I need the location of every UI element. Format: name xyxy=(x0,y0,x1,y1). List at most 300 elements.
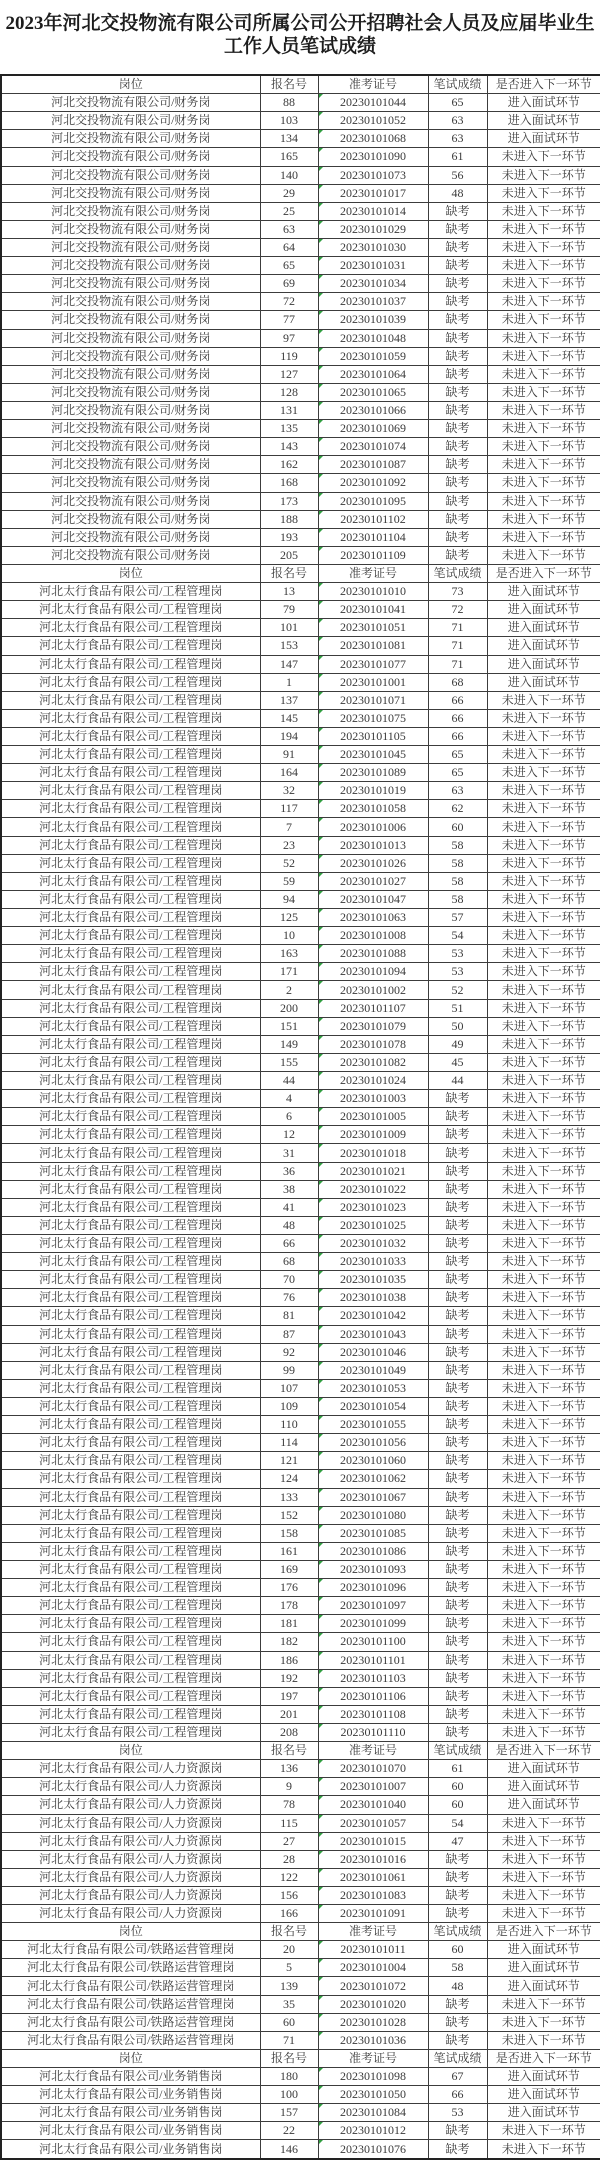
ticket-no-cell: 20230101058 xyxy=(318,800,428,818)
position-cell: 河北太行食品有限公司/工程管理岗 xyxy=(1,1470,260,1488)
reg-no-cell: 155 xyxy=(260,1053,318,1071)
reg-no-cell: 77 xyxy=(260,311,318,329)
result-cell: 未进入下一环节 xyxy=(487,1651,600,1669)
position-cell: 河北太行食品有限公司/业务销售岗 xyxy=(1,2104,260,2122)
table-row xyxy=(1,1325,600,1343)
score-cell: 66 xyxy=(428,709,487,727)
ticket-no-cell: 20230101019 xyxy=(318,782,428,800)
reg-no-cell: 181 xyxy=(260,1615,318,1633)
result-cell: 未进入下一环节 xyxy=(487,746,600,764)
score-cell: 缺考 xyxy=(428,347,487,365)
reg-no-cell: 4 xyxy=(260,1090,318,1108)
position-cell: 河北太行食品有限公司/工程管理岗 xyxy=(1,1180,260,1198)
reg-no-cell: 125 xyxy=(260,909,318,927)
table-row xyxy=(1,1216,600,1234)
result-cell: 进入面试环节 xyxy=(487,130,600,148)
score-cell: 缺考 xyxy=(428,474,487,492)
ticket-no-cell: 20230101021 xyxy=(318,1162,428,1180)
result-cell: 未进入下一环节 xyxy=(487,329,600,347)
score-cell: 缺考 xyxy=(428,1325,487,1343)
header-row xyxy=(1,1923,600,1941)
ticket-no-cell: 20230101095 xyxy=(318,492,428,510)
reg-no-cell: 152 xyxy=(260,1506,318,1524)
result-cell: 未进入下一环节 xyxy=(487,492,600,510)
reg-no-cell: 71 xyxy=(260,2031,318,2049)
result-cell: 未进入下一环节 xyxy=(487,1434,600,1452)
result-cell: 进入面试环节 xyxy=(487,2086,600,2104)
score-cell: 缺考 xyxy=(428,2013,487,2031)
score-cell: 缺考 xyxy=(428,257,487,275)
ticket-no-cell: 20230101067 xyxy=(318,1488,428,1506)
table-row xyxy=(1,1597,600,1615)
reg-no-cell: 180 xyxy=(260,2068,318,2086)
position-cell: 河北太行食品有限公司/业务销售岗 xyxy=(1,2140,260,2159)
score-cell: 缺考 xyxy=(428,311,487,329)
score-cell: 60 xyxy=(428,1778,487,1796)
column-header: 是否进入下一环节 xyxy=(487,564,600,582)
score-cell: 71 xyxy=(428,619,487,637)
reg-no-cell: 78 xyxy=(260,1796,318,1814)
ticket-no-cell: 20230101047 xyxy=(318,890,428,908)
score-cell: 缺考 xyxy=(428,1705,487,1723)
reg-no-cell: 119 xyxy=(260,347,318,365)
result-cell: 未进入下一环节 xyxy=(487,420,600,438)
result-cell: 未进入下一环节 xyxy=(487,1615,600,1633)
column-header: 报名号 xyxy=(260,2049,318,2067)
reg-no-cell: 44 xyxy=(260,1072,318,1090)
table-row xyxy=(1,1162,600,1180)
result-cell: 进入面试环节 xyxy=(487,673,600,691)
position-cell: 河北太行食品有限公司/工程管理岗 xyxy=(1,1651,260,1669)
ticket-no-cell: 20230101106 xyxy=(318,1687,428,1705)
reg-no-cell: 97 xyxy=(260,329,318,347)
position-cell: 河北太行食品有限公司/工程管理岗 xyxy=(1,1397,260,1415)
position-cell: 河北太行食品有限公司/人力资源岗 xyxy=(1,1832,260,1850)
reg-no-cell: 149 xyxy=(260,1035,318,1053)
result-cell: 未进入下一环节 xyxy=(487,800,600,818)
position-cell: 河北太行食品有限公司/人力资源岗 xyxy=(1,1796,260,1814)
ticket-no-cell: 20230101059 xyxy=(318,347,428,365)
ticket-no-cell: 20230101081 xyxy=(318,637,428,655)
table-row xyxy=(1,746,600,764)
result-cell: 未进入下一环节 xyxy=(487,528,600,546)
column-header: 准考证号 xyxy=(318,2049,428,2067)
result-cell: 未进入下一环节 xyxy=(487,148,600,166)
position-cell: 河北交投物流有限公司/财务岗 xyxy=(1,257,260,275)
table-row xyxy=(1,148,600,166)
reg-no-cell: 63 xyxy=(260,220,318,238)
column-header: 笔试成绩 xyxy=(428,564,487,582)
reg-no-cell: 133 xyxy=(260,1488,318,1506)
score-cell: 缺考 xyxy=(428,492,487,510)
table-row xyxy=(1,1090,600,1108)
reg-no-cell: 32 xyxy=(260,782,318,800)
score-cell: 65 xyxy=(428,746,487,764)
table-row xyxy=(1,365,600,383)
score-cell: 缺考 xyxy=(428,202,487,220)
result-cell: 进入面试环节 xyxy=(487,1796,600,1814)
score-cell: 缺考 xyxy=(428,1126,487,1144)
result-cell: 未进入下一环节 xyxy=(487,1597,600,1615)
reg-no-cell: 60 xyxy=(260,2013,318,2031)
position-cell: 河北太行食品有限公司/工程管理岗 xyxy=(1,854,260,872)
score-cell: 缺考 xyxy=(428,1615,487,1633)
position-cell: 河北交投物流有限公司/财务岗 xyxy=(1,112,260,130)
table-row xyxy=(1,1778,600,1796)
table-row xyxy=(1,94,600,112)
position-cell: 河北交投物流有限公司/财务岗 xyxy=(1,347,260,365)
reg-no-cell: 99 xyxy=(260,1361,318,1379)
position-cell: 河北太行食品有限公司/工程管理岗 xyxy=(1,1524,260,1542)
result-cell: 未进入下一环节 xyxy=(487,1470,600,1488)
ticket-no-cell: 20230101093 xyxy=(318,1560,428,1578)
table-row xyxy=(1,2086,600,2104)
table-row xyxy=(1,275,600,293)
position-cell: 河北太行食品有限公司/工程管理岗 xyxy=(1,1506,260,1524)
result-cell: 进入面试环节 xyxy=(487,2068,600,2086)
score-cell: 48 xyxy=(428,184,487,202)
reg-no-cell: 7 xyxy=(260,818,318,836)
position-cell: 河北太行食品有限公司/工程管理岗 xyxy=(1,1235,260,1253)
result-cell: 未进入下一环节 xyxy=(487,220,600,238)
position-cell: 河北太行食品有限公司/工程管理岗 xyxy=(1,1615,260,1633)
position-cell: 河北交投物流有限公司/财务岗 xyxy=(1,166,260,184)
header-row xyxy=(1,564,600,582)
ticket-no-cell: 20230101086 xyxy=(318,1542,428,1560)
score-cell: 缺考 xyxy=(428,1488,487,1506)
reg-no-cell: 35 xyxy=(260,1995,318,2013)
table-row xyxy=(1,1343,600,1361)
reg-no-cell: 103 xyxy=(260,112,318,130)
position-cell: 河北太行食品有限公司/工程管理岗 xyxy=(1,655,260,673)
score-cell: 缺考 xyxy=(428,1379,487,1397)
score-cell: 62 xyxy=(428,800,487,818)
reg-no-cell: 135 xyxy=(260,420,318,438)
position-cell: 河北交投物流有限公司/财务岗 xyxy=(1,528,260,546)
score-cell: 缺考 xyxy=(428,1506,487,1524)
page-title-line1: 2023年河北交投物流有限公司所属公司公开招聘社会人员及应届毕业生 xyxy=(5,13,595,34)
position-cell: 河北交投物流有限公司/财务岗 xyxy=(1,202,260,220)
position-cell: 河北太行食品有限公司/工程管理岗 xyxy=(1,1560,260,1578)
reg-no-cell: 101 xyxy=(260,619,318,637)
result-cell: 进入面试环节 xyxy=(487,619,600,637)
result-cell: 未进入下一环节 xyxy=(487,945,600,963)
result-cell: 未进入下一环节 xyxy=(487,1090,600,1108)
position-cell: 河北交投物流有限公司/财务岗 xyxy=(1,456,260,474)
ticket-no-cell: 20230101003 xyxy=(318,1090,428,1108)
reg-no-cell: 48 xyxy=(260,1216,318,1234)
score-cell: 缺考 xyxy=(428,1524,487,1542)
position-cell: 河北太行食品有限公司/工程管理岗 xyxy=(1,1687,260,1705)
reg-no-cell: 31 xyxy=(260,1144,318,1162)
result-cell: 未进入下一环节 xyxy=(487,1325,600,1343)
table-row xyxy=(1,1053,600,1071)
ticket-no-cell: 20230101075 xyxy=(318,709,428,727)
reg-no-cell: 139 xyxy=(260,1977,318,1995)
result-cell: 进入面试环节 xyxy=(487,655,600,673)
column-header: 准考证号 xyxy=(318,564,428,582)
position-cell: 河北太行食品有限公司/人力资源岗 xyxy=(1,1850,260,1868)
reg-no-cell: 156 xyxy=(260,1886,318,1904)
ticket-no-cell: 20230101110 xyxy=(318,1723,428,1741)
result-cell: 未进入下一环节 xyxy=(487,909,600,927)
score-cell: 58 xyxy=(428,890,487,908)
score-cell: 缺考 xyxy=(428,1905,487,1923)
column-header: 准考证号 xyxy=(318,1923,428,1941)
reg-no-cell: 122 xyxy=(260,1868,318,1886)
result-cell: 未进入下一环节 xyxy=(487,510,600,528)
table-row xyxy=(1,927,600,945)
score-cell: 45 xyxy=(428,1053,487,1071)
position-cell: 河北交投物流有限公司/财务岗 xyxy=(1,546,260,564)
result-cell: 未进入下一环节 xyxy=(487,1307,600,1325)
result-cell: 未进入下一环节 xyxy=(487,1072,600,1090)
ticket-no-cell: 20230101107 xyxy=(318,999,428,1017)
reg-no-cell: 186 xyxy=(260,1651,318,1669)
ticket-no-cell: 20230101094 xyxy=(318,963,428,981)
score-cell: 缺考 xyxy=(428,510,487,528)
reg-no-cell: 178 xyxy=(260,1597,318,1615)
score-cell: 缺考 xyxy=(428,238,487,256)
table-row xyxy=(1,1542,600,1560)
score-cell: 缺考 xyxy=(428,1307,487,1325)
reg-no-cell: 127 xyxy=(260,365,318,383)
result-cell: 进入面试环节 xyxy=(487,583,600,601)
table-row xyxy=(1,1814,600,1832)
score-cell: 缺考 xyxy=(428,2031,487,2049)
position-cell: 河北太行食品有限公司/工程管理岗 xyxy=(1,709,260,727)
reg-no-cell: 23 xyxy=(260,836,318,854)
reg-no-cell: 205 xyxy=(260,546,318,564)
table-row xyxy=(1,1108,600,1126)
result-cell: 未进入下一环节 xyxy=(487,365,600,383)
ticket-no-cell: 20230101069 xyxy=(318,420,428,438)
score-cell: 缺考 xyxy=(428,1850,487,1868)
result-cell: 未进入下一环节 xyxy=(487,1017,600,1035)
reg-no-cell: 188 xyxy=(260,510,318,528)
table-row xyxy=(1,1144,600,1162)
result-cell: 进入面试环节 xyxy=(487,637,600,655)
score-cell: 72 xyxy=(428,601,487,619)
table-row xyxy=(1,601,600,619)
score-cell: 缺考 xyxy=(428,329,487,347)
position-cell: 河北交投物流有限公司/财务岗 xyxy=(1,365,260,383)
reg-no-cell: 200 xyxy=(260,999,318,1017)
reg-no-cell: 143 xyxy=(260,438,318,456)
column-header: 笔试成绩 xyxy=(428,75,487,94)
ticket-no-cell: 20230101022 xyxy=(318,1180,428,1198)
reg-no-cell: 20 xyxy=(260,1941,318,1959)
ticket-no-cell: 20230101063 xyxy=(318,909,428,927)
column-header: 是否进入下一环节 xyxy=(487,1742,600,1760)
result-cell: 未进入下一环节 xyxy=(487,1162,600,1180)
position-cell: 河北太行食品有限公司/工程管理岗 xyxy=(1,1361,260,1379)
position-cell: 河北交投物流有限公司/财务岗 xyxy=(1,420,260,438)
position-cell: 河北太行食品有限公司/铁路运营管理岗 xyxy=(1,1941,260,1959)
reg-no-cell: 13 xyxy=(260,583,318,601)
score-cell: 56 xyxy=(428,166,487,184)
table-row xyxy=(1,1470,600,1488)
column-header: 报名号 xyxy=(260,75,318,94)
position-cell: 河北太行食品有限公司/工程管理岗 xyxy=(1,601,260,619)
result-cell: 未进入下一环节 xyxy=(487,1053,600,1071)
ticket-no-cell: 20230101031 xyxy=(318,257,428,275)
column-header: 岗位 xyxy=(1,1742,260,1760)
reg-no-cell: 134 xyxy=(260,130,318,148)
result-cell: 未进入下一环节 xyxy=(487,293,600,311)
ticket-no-cell: 20230101052 xyxy=(318,112,428,130)
table-row xyxy=(1,383,600,401)
position-cell: 河北太行食品有限公司/铁路运营管理岗 xyxy=(1,2013,260,2031)
table-row xyxy=(1,1832,600,1850)
position-cell: 河北太行食品有限公司/工程管理岗 xyxy=(1,1452,260,1470)
table-row xyxy=(1,619,600,637)
score-cell: 63 xyxy=(428,112,487,130)
ticket-no-cell: 20230101046 xyxy=(318,1343,428,1361)
reg-no-cell: 145 xyxy=(260,709,318,727)
ticket-no-cell: 20230101035 xyxy=(318,1271,428,1289)
result-cell: 未进入下一环节 xyxy=(487,1723,600,1741)
table-row xyxy=(1,1361,600,1379)
score-cell: 缺考 xyxy=(428,1579,487,1597)
score-cell: 65 xyxy=(428,764,487,782)
result-cell: 未进入下一环节 xyxy=(487,1868,600,1886)
table-row xyxy=(1,202,600,220)
ticket-no-cell: 20230101013 xyxy=(318,836,428,854)
reg-no-cell: 124 xyxy=(260,1470,318,1488)
score-cell: 缺考 xyxy=(428,1144,487,1162)
ticket-no-cell: 20230101012 xyxy=(318,2122,428,2140)
position-cell: 河北太行食品有限公司/工程管理岗 xyxy=(1,1271,260,1289)
ticket-no-cell: 20230101071 xyxy=(318,691,428,709)
ticket-no-cell: 20230101005 xyxy=(318,1108,428,1126)
ticket-no-cell: 20230101091 xyxy=(318,1905,428,1923)
reg-no-cell: 59 xyxy=(260,872,318,890)
position-cell: 河北太行食品有限公司/工程管理岗 xyxy=(1,927,260,945)
table-row xyxy=(1,112,600,130)
table-row xyxy=(1,401,600,419)
score-cell: 缺考 xyxy=(428,1633,487,1651)
result-cell: 未进入下一环节 xyxy=(487,1379,600,1397)
result-cell: 进入面试环节 xyxy=(487,601,600,619)
result-cell: 未进入下一环节 xyxy=(487,1850,600,1868)
reg-no-cell: 87 xyxy=(260,1325,318,1343)
score-cell: 缺考 xyxy=(428,1723,487,1741)
table-row xyxy=(1,2031,600,2049)
reg-no-cell: 65 xyxy=(260,257,318,275)
score-cell: 67 xyxy=(428,2068,487,2086)
position-cell: 河北太行食品有限公司/业务销售岗 xyxy=(1,2068,260,2086)
score-cell: 53 xyxy=(428,945,487,963)
score-cell: 缺考 xyxy=(428,1397,487,1415)
ticket-no-cell: 20230101020 xyxy=(318,1995,428,2013)
position-cell: 河北交投物流有限公司/财务岗 xyxy=(1,130,260,148)
ticket-no-cell: 20230101006 xyxy=(318,818,428,836)
result-cell: 未进入下一环节 xyxy=(487,764,600,782)
score-cell: 缺考 xyxy=(428,528,487,546)
score-cell: 缺考 xyxy=(428,1560,487,1578)
result-cell: 未进入下一环节 xyxy=(487,257,600,275)
ticket-no-cell: 20230101054 xyxy=(318,1397,428,1415)
reg-no-cell: 110 xyxy=(260,1416,318,1434)
ticket-no-cell: 20230101089 xyxy=(318,764,428,782)
result-cell: 未进入下一环节 xyxy=(487,1035,600,1053)
table-row xyxy=(1,1850,600,1868)
result-cell: 未进入下一环节 xyxy=(487,1705,600,1723)
score-cell: 61 xyxy=(428,1760,487,1778)
result-cell: 未进入下一环节 xyxy=(487,1108,600,1126)
score-cell: 缺考 xyxy=(428,1542,487,1560)
position-cell: 河北太行食品有限公司/工程管理岗 xyxy=(1,836,260,854)
result-cell: 未进入下一环节 xyxy=(487,1886,600,1904)
score-cell: 缺考 xyxy=(428,401,487,419)
reg-no-cell: 158 xyxy=(260,1524,318,1542)
table-row xyxy=(1,1017,600,1035)
column-header: 岗位 xyxy=(1,2049,260,2067)
table-row xyxy=(1,981,600,999)
ticket-no-cell: 20230101038 xyxy=(318,1289,428,1307)
ticket-no-cell: 20230101076 xyxy=(318,2140,428,2159)
result-cell: 未进入下一环节 xyxy=(487,1253,600,1271)
ticket-no-cell: 20230101068 xyxy=(318,130,428,148)
score-cell: 53 xyxy=(428,2104,487,2122)
score-cell: 缺考 xyxy=(428,546,487,564)
position-cell: 河北太行食品有限公司/铁路运营管理岗 xyxy=(1,2031,260,2049)
ticket-no-cell: 20230101104 xyxy=(318,528,428,546)
table-row xyxy=(1,456,600,474)
ticket-no-cell: 20230101032 xyxy=(318,1235,428,1253)
score-cell: 缺考 xyxy=(428,1235,487,1253)
result-cell: 未进入下一环节 xyxy=(487,383,600,401)
table-row xyxy=(1,420,600,438)
table-row xyxy=(1,1235,600,1253)
column-header: 岗位 xyxy=(1,1923,260,1941)
ticket-no-cell: 20230101045 xyxy=(318,746,428,764)
position-cell: 河北太行食品有限公司/工程管理岗 xyxy=(1,1633,260,1651)
result-cell: 未进入下一环节 xyxy=(487,2140,600,2159)
position-cell: 河北太行食品有限公司/工程管理岗 xyxy=(1,1216,260,1234)
score-cell: 缺考 xyxy=(428,2122,487,2140)
position-cell: 河北太行食品有限公司/工程管理岗 xyxy=(1,999,260,1017)
position-cell: 河北交投物流有限公司/财务岗 xyxy=(1,474,260,492)
table-row xyxy=(1,1397,600,1415)
table-row xyxy=(1,1687,600,1705)
position-cell: 河北太行食品有限公司/人力资源岗 xyxy=(1,1814,260,1832)
ticket-no-cell: 20230101041 xyxy=(318,601,428,619)
table-row xyxy=(1,2122,600,2140)
score-cell: 缺考 xyxy=(428,1343,487,1361)
table-row xyxy=(1,836,600,854)
position-cell: 河北太行食品有限公司/工程管理岗 xyxy=(1,1597,260,1615)
ticket-no-cell: 20230101090 xyxy=(318,148,428,166)
position-cell: 河北太行食品有限公司/工程管理岗 xyxy=(1,782,260,800)
ticket-no-cell: 20230101087 xyxy=(318,456,428,474)
reg-no-cell: 137 xyxy=(260,691,318,709)
ticket-no-cell: 20230101015 xyxy=(318,1832,428,1850)
result-cell: 未进入下一环节 xyxy=(487,1506,600,1524)
table-row xyxy=(1,1615,600,1633)
ticket-no-cell: 20230101108 xyxy=(318,1705,428,1723)
reg-no-cell: 151 xyxy=(260,1017,318,1035)
result-cell: 进入面试环节 xyxy=(487,1977,600,1995)
table-row xyxy=(1,438,600,456)
score-cell: 58 xyxy=(428,854,487,872)
ticket-no-cell: 20230101078 xyxy=(318,1035,428,1053)
position-cell: 河北太行食品有限公司/工程管理岗 xyxy=(1,1542,260,1560)
header-row xyxy=(1,1742,600,1760)
table-row xyxy=(1,166,600,184)
column-header: 笔试成绩 xyxy=(428,1742,487,1760)
